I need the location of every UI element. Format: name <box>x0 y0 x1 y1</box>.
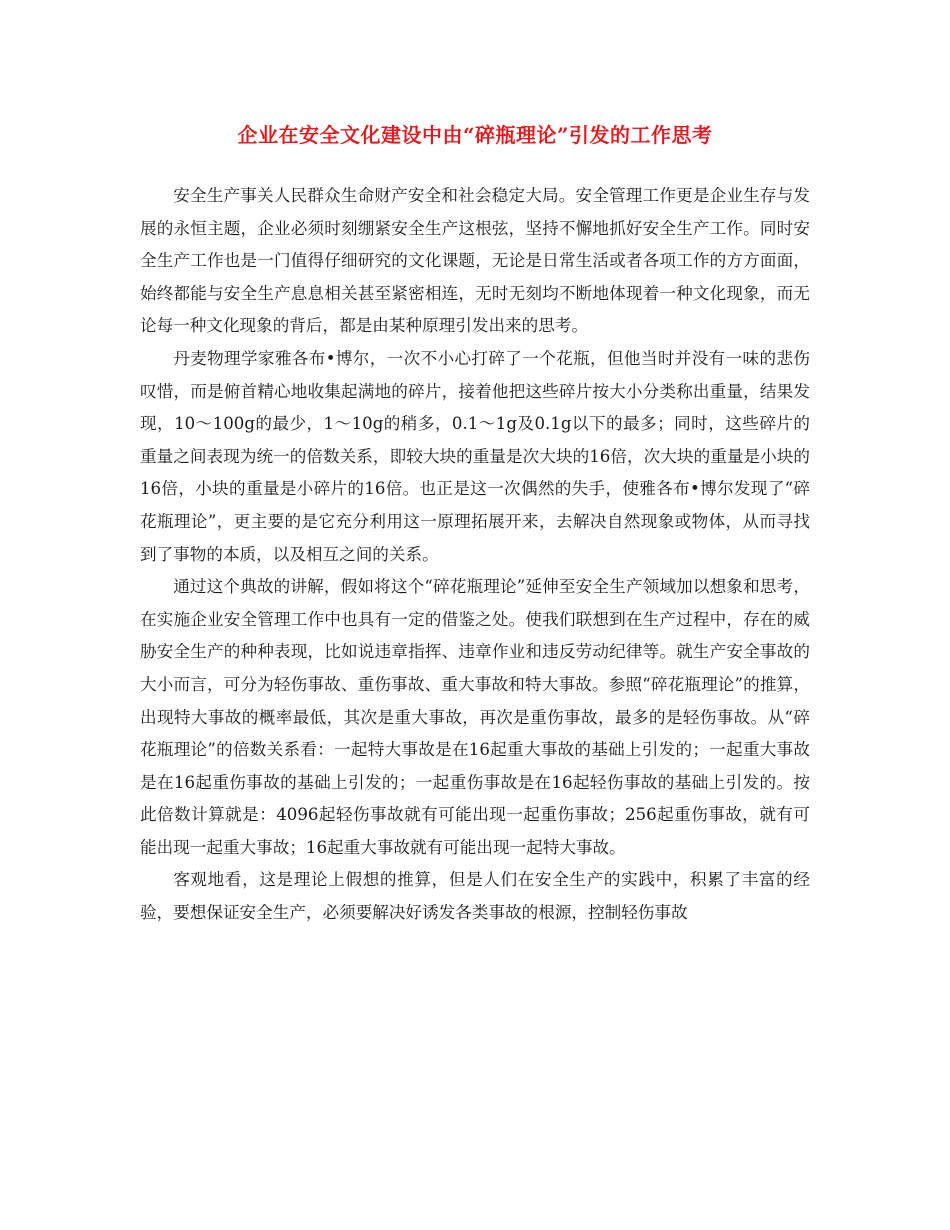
paragraph-3: 通过这个典故的讲解，假如将这个“碎花瓶理论”延伸至安全生产领域加以想象和思考，在实施企业安全管理工作中也具有一定的借鉴之处。使我们联想到在生产过程中，存在的威胁安全生产的种种表现，比如说违章指挥、违章作业和违反劳动纪律等。就生产安全事故的大小而言，可分为轻伤事故、重伤事故、重大事故和特大事故。参照“碎花瓶理论”的推算，出现特大事故的概率最低，其次是重大事故，再次是重伤事故，最多的是轻伤事故。从“碎花瓶理论”的倍数关系看：一起特大事故是在16起重大事故的基础上引发的；一起重大事故是在16起重伤事故的基础上引发的；一起重伤事故是在16起轻伤事故的基础上引发的。按此倍数计算就是：4096起轻伤事故就有可能出现一起重伤事故；256起重伤事故，就有可能出现一起重大事故；16起重大事故就有可能出现一起特大事故。 <box>140 577 810 857</box>
paragraph-2: 丹麦物理学家雅各布•博尔，一次不小心打碎了一个花瓶，但他当时并没有一味的悲伤叹惜，而是俯首精心地收集起满地的碎片，接着他把这些碎片按大小分类称出重量，结果发现，10～100g的最少，1～10g的稍多，0.1～1g及0.1g以下的最多；同时，这些碎片的重量之间表现为统一的倍数关系，即较大块的重量是次大块的16倍，次大块的重量是小块的16倍，小块的重量是小碎片的16倍。也正是这一次偶然的失手，使雅各布•博尔发现了“碎花瓶理论”，更主要的是它充分利用这一原理拓展开来，去解决自然现象或物体，从而寻找到了事物的本质，以及相互之间的关系。 <box>140 348 810 564</box>
paragraph-4: 客观地看，这是理论上假想的推算，但是人们在安全生产的实践中，积累了丰富的经验，要想保证安全生产，必须要解决好诱发各类事故的根源，控制轻伤事故 <box>140 870 810 923</box>
document-title: 企业在安全文化建设中由“碎瓶理论”引发的工作思考 <box>237 123 713 147</box>
paragraph-1: 安全生产事关人民群众生命财产安全和社会稳定大局。安全管理工作更是企业生存与发展的永恒主题，企业必须时刻绷紧安全生产这根弦，坚持不懈地抓好安全生产工作。同时安全生产工作也是一门值得仔细研究的文化课题，无论是日常生活或者各项工作的方方面面，始终都能与安全生产息息相关甚至紧密相连，无时无刻均不断地体现着一种文化现象，而无论每一种文化现象的背后，都是由某种原理引发出来的思考。 <box>140 186 810 336</box>
